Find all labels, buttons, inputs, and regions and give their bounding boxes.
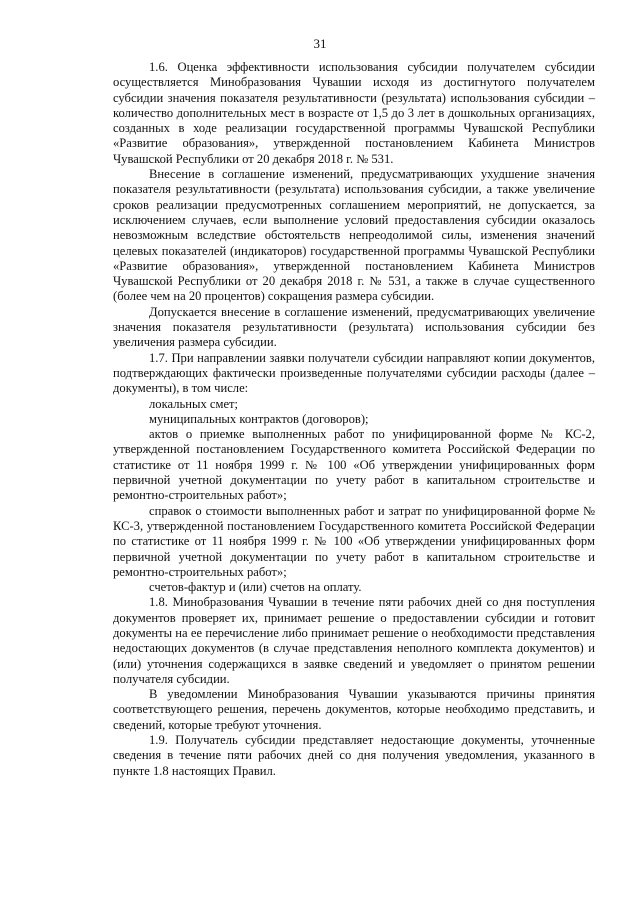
list-item: локальных смет; (149, 396, 239, 411)
list-item: актов о приемке выполненных работ по унифицированной форме № КС-2, утвержденной постановлением Государственного комитета Российской Федерации по статистике от 11 ноября 1999 г. № 100 «Об утверждении унифицированных форм первичной учетной документации по учету работ в капитальном строительстве и ремонтно-строительных работ»; (113, 427, 595, 503)
paragraph-notification: В уведомлении Минобразования Чувашии указываются причины принятия соответствующего решения, перечень документов, которые необходимо представить, и сведений, которые требуют уточнения. (113, 687, 595, 732)
paragraph-1-6: 1.6. Оценка эффективности использования субсидии получателем субсидии осуществляется Минобразования Чувашии исходя из достигнутого получателем субсидии значения показателя результативности (результата) использования субсидии – количество дополнительных мест в возрасте от 1,5 до 3 лет в дошкольных организациях, созданных в ходе реализации государственной программы Чувашской Республики «Развитие образования», утвержденной постановлением Кабинета Министров Чувашской Республики от 20 декабря 2018 г. № 531. (113, 60, 595, 166)
paragraph-1-9: 1.9. Получатель субсидии представляет недостающие документы, уточненные сведения в течение пяти рабочих дней со дня получения уведомления, указанного в пункте 1.8 настоящих Правил. (113, 733, 595, 778)
paragraph-1-8: 1.8. Минобразования Чувашии в течение пяти рабочих дней со дня поступления документов проверяет их, принимает решение о предоставлении субсидии и готовит документы на ее перечисление либо принимает решение о необходимости представления недостающих документов (в случае представления неполного комплекта документов) и (или) уточнения содержащихся в заявке сведений и уведомляет о принятом решении получателя субсидии. (113, 595, 595, 686)
paragraph-1-7: 1.7. При направлении заявки получатели субсидии направляют копии документов, подтверждающих фактически произведенные получателями субсидии расходы (далее – документы), в том числе: (113, 350, 595, 396)
list-item: справок о стоимости выполненных работ и затрат по унифицированной форме № КС-3, утвержденной постановлением Государственного комитета Российской Федерации по статистике от 11 ноября 1999 г. № 100 «Об утверждении унифицированных форм первичной учетной документации по учету работ в капитальном строительстве и ремонтно-строительных работ»; (113, 503, 595, 579)
list-item: счетов-фактур и (или) счетов на оплату. (149, 580, 362, 595)
list-item: муниципальных контрактов (договоров); (149, 411, 369, 426)
paragraph-amendments: Внесение в соглашение изменений, предусматривающих ухудшение значения показателя результативности (результата) использования субсидии, а также увеличение сроков реализации предусмотренных соглашением мероприятий, не допускается, за исключением случаев, если выполнение условий предоставления субсидии оказалось невозможным вследствие обстоятельств непреодолимой силы, изменения значений целевых показателей (индикаторов) государственной программы Чувашской Республики «Развитие образования», утвержденной постановлением Кабинета Министров Чувашской Республики от 20 декабря 2018 г. № 531, а также в случае существенного (более чем на 20 процентов) сокращения размера субсидии. (113, 167, 595, 304)
page-number: 31 (313, 36, 327, 51)
paragraph-allowed-amendments: Допускается внесение в соглашение изменений, предусматривающих увеличение значения показателя результативности (результата) использования субсидии без увеличения размера субсидии. (113, 304, 595, 350)
document-body (113, 60, 595, 779)
